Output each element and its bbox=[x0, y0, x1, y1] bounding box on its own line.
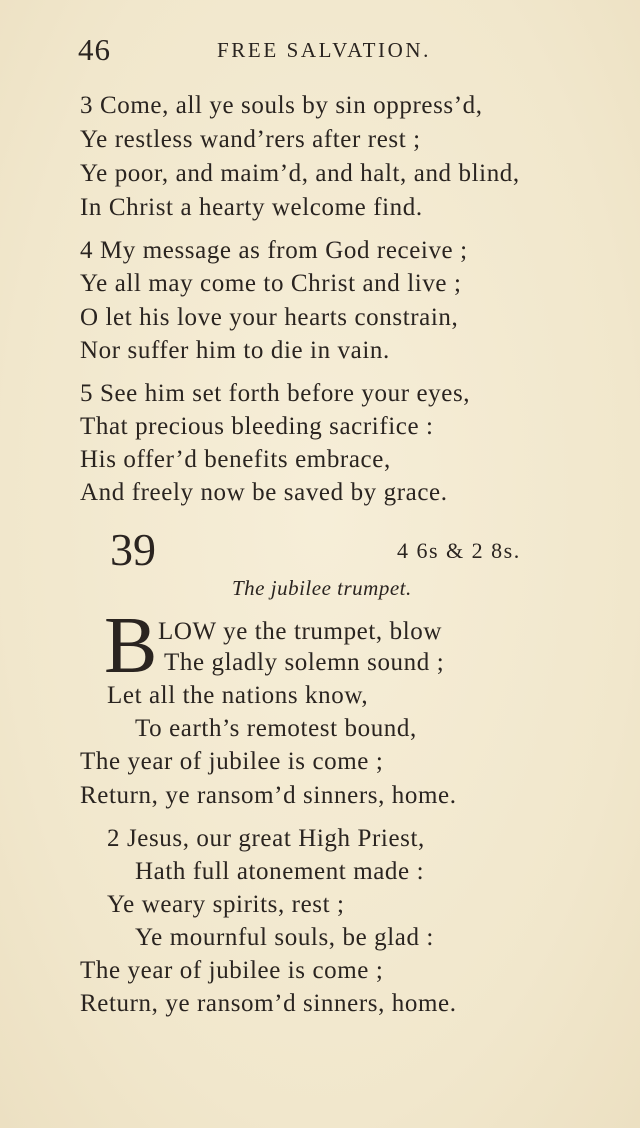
verse-line: Hath full atonement made : bbox=[135, 858, 425, 885]
hymn-number: 39 bbox=[110, 524, 156, 575]
verse-line: In Christ a hearty welcome find. bbox=[80, 194, 423, 221]
hymn-subtitle: The jubilee trumpet. bbox=[232, 576, 412, 600]
verse-line: 5 See him set forth before your eyes, bbox=[80, 380, 471, 407]
hymn-meter: 4 6s & 2 8s. bbox=[397, 538, 521, 563]
verse-line: And freely now be saved by grace. bbox=[80, 479, 448, 506]
running-head: FREE SALVATION. bbox=[217, 38, 432, 62]
verse-line: 3 Come, all ye souls by sin oppress’d, bbox=[80, 92, 483, 119]
verse-line: O let his love your hearts constrain, bbox=[80, 304, 459, 331]
verse-line: Let all the nations know, bbox=[107, 682, 369, 709]
verse-line: 4 My message as from God receive ; bbox=[80, 237, 468, 264]
verse-line: Ye mournful souls, be glad : bbox=[135, 924, 434, 951]
verse-line: Nor suffer him to die in vain. bbox=[80, 337, 390, 364]
verse-line: Return, ye ransom’d sinners, home. bbox=[80, 990, 457, 1017]
verse-line: LOW ye the trumpet, blow bbox=[158, 618, 443, 645]
verse-line: Return, ye ransom’d sinners, home. bbox=[80, 782, 457, 809]
verse-line: That precious bleeding sacrifice : bbox=[80, 413, 434, 440]
verse-line: 2 Jesus, our great High Priest, bbox=[107, 825, 425, 852]
verse-line: The gladly solemn sound ; bbox=[164, 649, 445, 676]
verse-line: His offer’d benefits embrace, bbox=[80, 446, 391, 473]
verse-line: Ye weary spirits, rest ; bbox=[107, 891, 345, 918]
verse-line: Ye poor, and maim’d, and halt, and blind, bbox=[80, 160, 520, 187]
verse-line: To earth’s remotest bound, bbox=[135, 715, 417, 742]
verse-line: The year of jubilee is come ; bbox=[80, 957, 384, 984]
verse-line: Ye all may come to Christ and live ; bbox=[80, 270, 462, 297]
drop-cap: B bbox=[104, 602, 158, 690]
page-number: 46 bbox=[78, 32, 111, 67]
verse-line: The year of jubilee is come ; bbox=[80, 748, 384, 775]
verse-line: Ye restless wand’rers after rest ; bbox=[80, 126, 421, 153]
